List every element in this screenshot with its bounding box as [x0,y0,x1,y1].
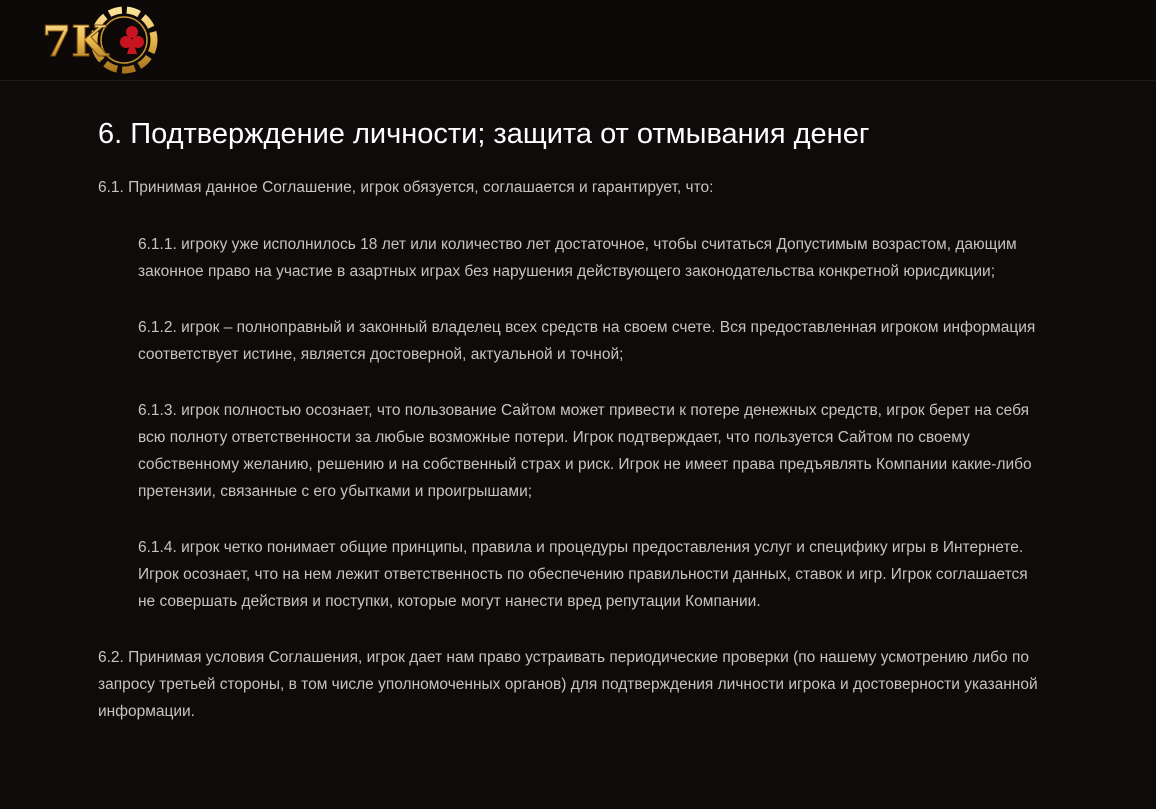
site-logo[interactable] [40,5,164,75]
site-header [0,0,1156,81]
sub-item-6-1-1: 6.1.1. игроку уже исполнилось 18 лет или количество лет достаточное, чтобы считаться Допустимым возрастом, дающим законное право на участие в азартных играх без нарушения действующего законодательства конкретной юрисдикции; [138,236,1017,280]
section-heading: 6. Подтверждение личности; защита от отмывания денег [98,118,870,150]
sub-item-6-1-4: 6.1.4. игрок четко понимает общие принципы, правила и процедуры предоставления услуг и специфику игры в Интернете. Игрок осознает, что на нем лежит ответственность по обеспечению правильности данных, ставок и игр. Игрок соглашается не совершать действия и поступки, которые могут нанести вред репутации Компании. [138,539,1028,610]
paragraph-6-1: 6.1. Принимая данное Соглашение, игрок обязуется, соглашается и гарантирует, что: [98,179,714,196]
sub-item-6-1-3: 6.1.3. игрок полностью осознает, что пользование Сайтом может привести к потере денежных средств, игрок берет на себя всю полноту ответственности за любые возможные потери. Игрок подтверждает, что пользуется Сайтом по своему собственному желанию, решению и на собственный страх и риск. Игрок не имеет права предъявлять Компании какие-либо претензии, связанные с его убытками и проигрышами; [138,402,1032,500]
logo-text: 7K [42,17,108,66]
paragraph-6-2: 6.2. Принимая условия Соглашения, игрок дает нам право устраивать периодические проверки (по нашему усмотрению либо по запросу третьей стороны, в том числе уполномоченных органов) для подтверждения личности игрока и достоверности указанной информации. [98,649,1038,720]
sub-item-6-1-2: 6.1.2. игрок – полноправный и законный владелец всех средств на своем счете. Вся предоставленная игроком информация соответствует истине, является достоверной, актуальной и точной; [138,319,1036,363]
article-content [98,116,1038,725]
